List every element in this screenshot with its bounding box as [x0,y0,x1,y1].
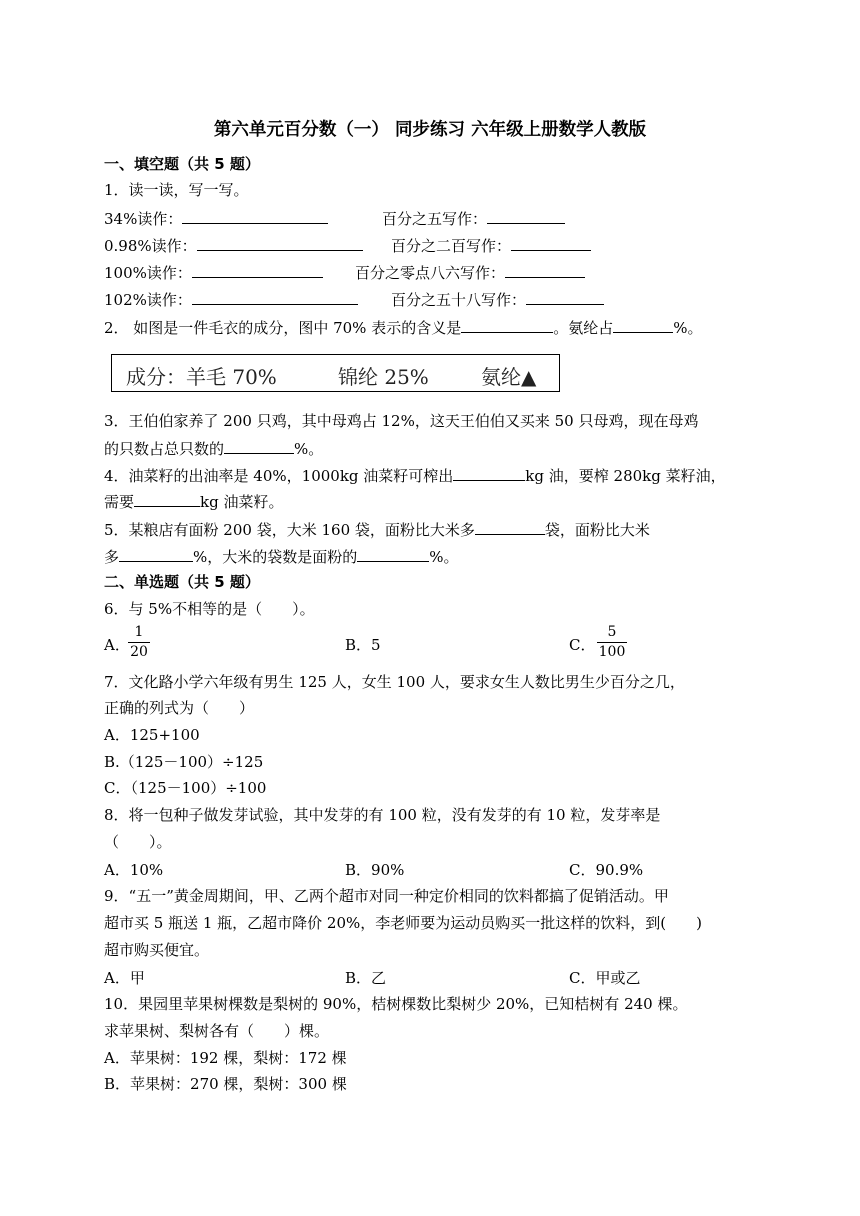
q8-option-a[interactable]: A．10% [104,861,164,879]
q1-label: 百分之五写作： [382,210,488,228]
q6-stem: 6．与 5%不相等的是（ ）。 [104,600,315,618]
answer-blank[interactable] [475,518,545,535]
q1-row1-left [104,207,328,230]
q4-text: 4．油菜籽的出油率是 40%，1000kg 油菜籽可榨出 [104,467,454,485]
q5-line1 [104,518,650,541]
sweater-label-image [111,354,560,392]
q2-text: 。氨纶占 [553,319,614,337]
q1-label: 102%读作： [104,291,192,309]
q9-option-a[interactable]: A．甲 [104,969,145,987]
q1-label: 百分之二百写作： [391,237,512,255]
q3-line2 [104,437,323,460]
q5-text: 袋，面粉比大米 [544,521,650,539]
q5-text: %。 [429,548,459,566]
q7-line2: 正确的列式为（ ） [104,699,255,717]
label-nylon: 锦纶 25% [338,365,429,389]
q9-line2: 超市买 5 瓶送 1 瓶，乙超市降价 20%，李老师要为运动员购买一批这样的饮料，到( ) [104,914,702,932]
q3-text: %。 [294,440,324,458]
answer-blank[interactable] [182,207,328,224]
answer-blank[interactable] [461,316,553,333]
q1-row4-right [391,288,604,311]
q4-text: 需要 [104,493,135,511]
label-spandex: 氨纶▲ [481,365,537,389]
answer-blank[interactable] [224,437,294,454]
label-wool: 成分：羊毛 70% [126,365,277,389]
q2-stem [104,316,702,339]
q6-option-b[interactable]: B．5 [345,636,381,654]
page-title: 第六单元百分数（一） 同步练习 六年级上册数学人教版 [213,120,647,140]
q1-label: 百分之五十八写作： [391,291,527,309]
q3-text: 的只数占总只数的 [104,440,225,458]
q1-label: 100%读作： [104,264,192,282]
q9-line1: 9．“五一”黄金周期间，甲、乙两个超市对同一种定价相同的饮料都搞了促销活动。甲 [104,887,669,905]
q5-text: 多 [104,548,120,566]
q1-row1-right [382,207,565,230]
answer-blank[interactable] [505,261,585,278]
fraction-numerator: 5 [607,624,617,640]
q5-text: 5．某粮店有面粉 200 袋，大米 160 袋，面粉比大米多 [104,521,475,539]
q6-option-c-label[interactable]: C． [569,636,596,654]
fraction-denominator: 20 [130,644,148,660]
section-heading-multiple-choice: 二、单选题（共 5 题） [104,573,260,591]
q1-label: 百分之零点八六写作： [355,264,506,282]
section-heading-fill-in: 一、填空题（共 5 题） [104,155,260,173]
answer-blank[interactable] [192,261,323,278]
q7-line1: 7．文化路小学六年级有男生 125 人，女生 100 人，要求女生人数比男生少百分之几， [104,673,685,691]
q8-option-b[interactable]: B．90% [345,861,405,879]
q8-line2: （ ）。 [104,833,172,851]
q2-text: %。 [673,319,703,337]
q10-option-a[interactable]: A．苹果树：192 棵，梨树：172 棵 [104,1049,347,1067]
q4-line2 [104,490,283,513]
q1-label: 34%读作： [104,210,183,228]
answer-blank[interactable] [119,545,193,562]
q1-stem: 1．读一读，写一写。 [104,181,249,199]
q8-option-c[interactable]: C．90.9% [569,861,644,879]
q10-line2: 求苹果树、梨树各有（ ）棵。 [104,1022,330,1040]
q6-option-a-fraction [128,624,150,661]
q1-label: 0.98%读作： [104,237,197,255]
q5-text: %，大米的袋数是面粉的 [193,548,358,566]
q1-row2-right [391,234,591,257]
answer-blank[interactable] [134,490,200,507]
q7-option-b[interactable]: B.（125－100）÷125 [104,753,264,771]
q7-option-c[interactable]: C．（125－100）÷100 [104,779,267,797]
answer-blank[interactable] [526,288,604,305]
answer-blank[interactable] [511,234,591,251]
q7-option-a[interactable]: A．125+100 [104,726,200,744]
fraction-numerator: 1 [134,624,144,640]
answer-blank[interactable] [357,545,429,562]
q4-line1 [104,464,726,487]
fraction-bar [128,642,150,643]
fraction-bar [597,642,627,643]
q10-option-b[interactable]: B．苹果树：270 棵，梨树：300 棵 [104,1075,347,1093]
q1-row3-right [355,261,585,284]
q4-text: kg 油，要榨 280kg 菜籽油， [525,467,726,485]
q10-line1: 10．果园里苹果树棵数是梨树的 90%，桔树棵数比梨树少 20%，已知桔树有 240 棵。 [104,995,688,1013]
q6-option-c-fraction [597,624,627,661]
answer-blank[interactable] [192,288,358,305]
q9-option-b[interactable]: B．乙 [345,969,387,987]
answer-blank[interactable] [453,464,525,481]
q8-line1: 8．将一包种子做发芽试验，其中发芽的有 100 粒，没有发芽的有 10 粒，发芽率是 [104,806,661,824]
answer-blank[interactable] [197,234,363,251]
answer-blank[interactable] [487,207,565,224]
q4-text: kg 油菜籽。 [200,493,284,511]
q5-line2 [104,545,459,568]
answer-blank[interactable] [613,316,673,333]
q3-line1: 3．王伯伯家养了 200 只鸡，其中母鸡占 12%，这天王伯伯又买来 50 只母鸡，现在母鸡 [104,412,699,430]
q1-row4-left [104,288,358,311]
q9-option-c[interactable]: C．甲或乙 [569,969,641,987]
q1-row3-left [104,261,323,284]
q1-row2-left [104,234,363,257]
q6-option-a-label[interactable]: A． [104,636,130,654]
q2-text: 2． 如图是一件毛衣的成分，图中 70% 表示的含义是 [104,319,462,337]
q9-line3: 超市购买便宜。 [104,941,210,959]
fraction-denominator: 100 [598,644,626,660]
